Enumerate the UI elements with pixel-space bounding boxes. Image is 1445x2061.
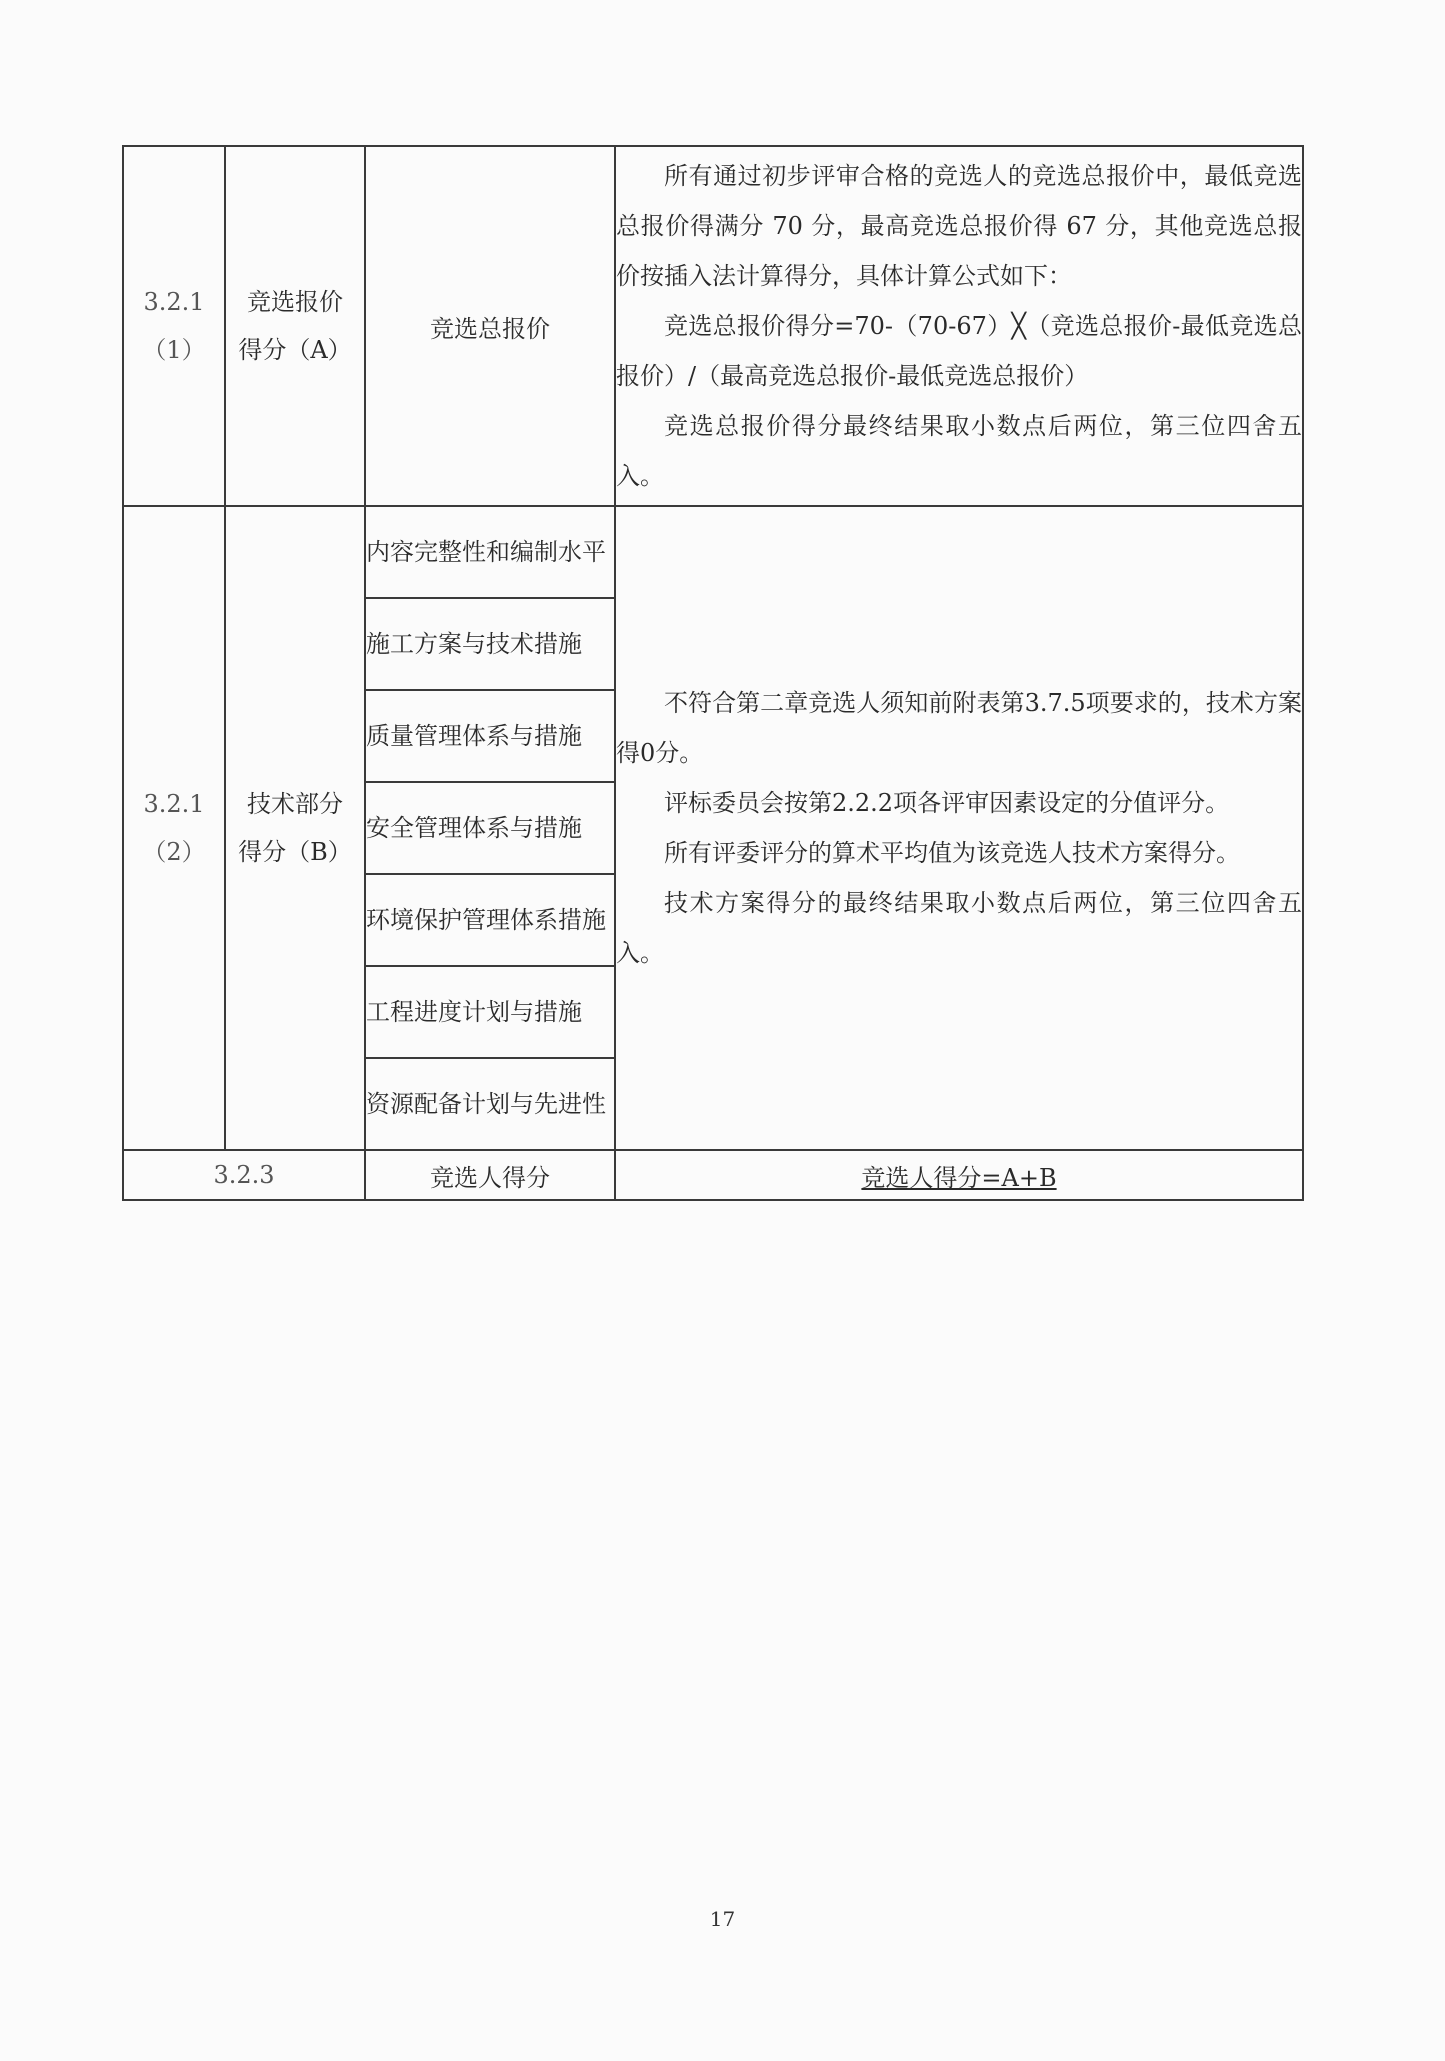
sub-item: 质量管理体系与措施 [365,690,615,782]
table-row [123,506,1303,598]
sub-item: 内容完整性和编制水平 [365,506,615,598]
sub-item: 安全管理体系与措施 [365,782,615,874]
scoring-description: 所有通过初步评审合格的竞选人的竞选总报价中，最低竞选总报价得满分 70 分，最高竞选总报价得 67 分，其他竞选总报价按插入法计算得分，具体计算公式如下： 竞选总报价得分=70-（70-67）╳（竞选总报价-最低竞选总报价）/（最高竞选总报价-最低竞选总报价） 竞选总报价得分最终结果取小数点后两位，第三位四舍五入。 [615,146,1303,506]
sub-item: 施工方案与技术措施 [365,598,615,690]
evaluation-item: 竞选人得分 [365,1150,615,1200]
clause-number: 3.2.1 （1） [123,146,225,506]
table-row [123,146,1303,506]
total-score-formula: 竞选人得分=A+B [615,1150,1303,1200]
sub-item: 环境保护管理体系措施 [365,874,615,966]
evaluation-table [122,145,1304,1201]
sub-item: 工程进度计划与措施 [365,966,615,1058]
clause-number: 3.2.3 [123,1150,365,1200]
score-category: 竞选报价 得分（A） [225,146,365,506]
sub-item: 资源配备计划与先进性 [365,1058,615,1150]
clause-number: 3.2.1 （2） [123,506,225,1150]
evaluation-item: 竞选总报价 [365,146,615,506]
table-row [123,1150,1303,1200]
scoring-description: 不符合第二章竞选人须知前附表第3.7.5项要求的，技术方案得0分。 评标委员会按第2.2.2项各评审因素设定的分值评分。 所有评委评分的算术平均值为该竞选人技术方案得分。 技术方案得分的最终结果取小数点后两位，第三位四舍五入。 [615,506,1303,1150]
score-category: 技术部分 得分（B） [225,506,365,1150]
page-number: 17 [709,1907,736,1931]
